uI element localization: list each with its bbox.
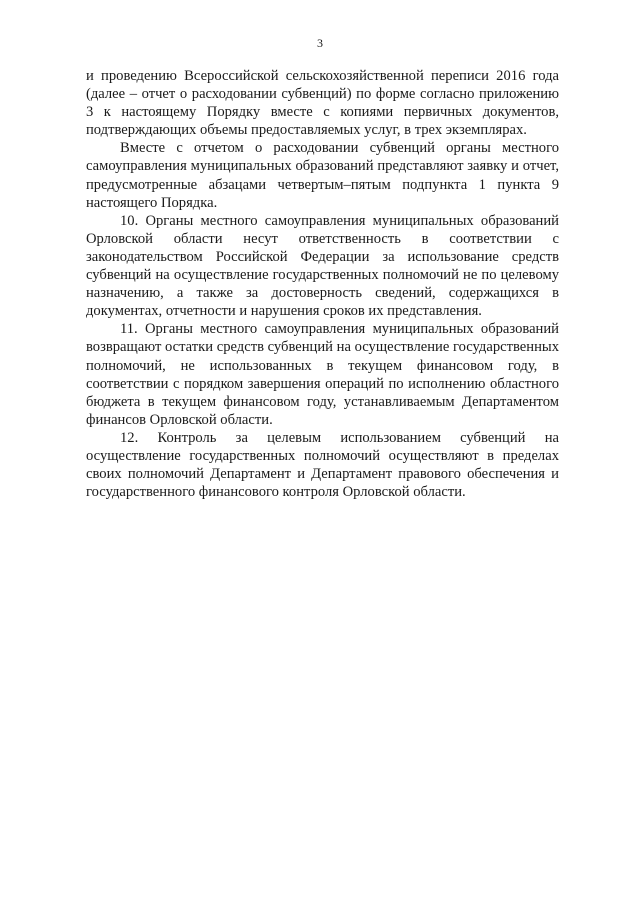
paragraph-11-return-of-funds: 11. Органы местного самоуправления муниципальных образований возвращают остатки средств субвенций на осуществление государственных полномочий, не использованных в текущем финансовом году, в соответствии с порядком завершения операций по исполнению областного бюджета в текущем финансовом году, устанавливаемым Департаментом финансов Орловской области. [86,321,559,428]
paragraph-continuation: и проведению Всероссийской сельскохозяйственной переписи 2016 года (далее – отчет о расходовании субвенций) по форме согласно приложению 3 к настоящему Порядку вместе с копиями первичных документов, подтверждающих объемы предоставляемых услуг, в трех экземплярах. [86,68,559,139]
paragraph-report-submission: Вместе с отчетом о расходовании субвенций органы местного самоуправления муниципальных образований представляют заявку и отчет, предусмотренные абзацами четвертым–пятым подпункта 1 пункта 9 настоящего Порядка. [86,140,559,211]
paragraph-12-control: 12. Контроль за целевым использованием субвенций на осуществление государственных полномочий осуществляют в пределах своих полномочий Департамент и Департамент правового обеспечения и государственного финансового контроля Орловской области. [86,429,559,501]
page-number: 3 [317,36,323,50]
document-body [86,67,559,501]
paragraph-10-responsibility: 10. Органы местного самоуправления муниципальных образований Орловской области несут ответственность в соответствии с законодательством Российской Федерации за использование средств субвенций на осуществление государственных полномочий не по целевому назначению, а также за достоверность сведений, содержащихся в документах, отчетности и нарушения сроков их представления. [86,212,559,320]
